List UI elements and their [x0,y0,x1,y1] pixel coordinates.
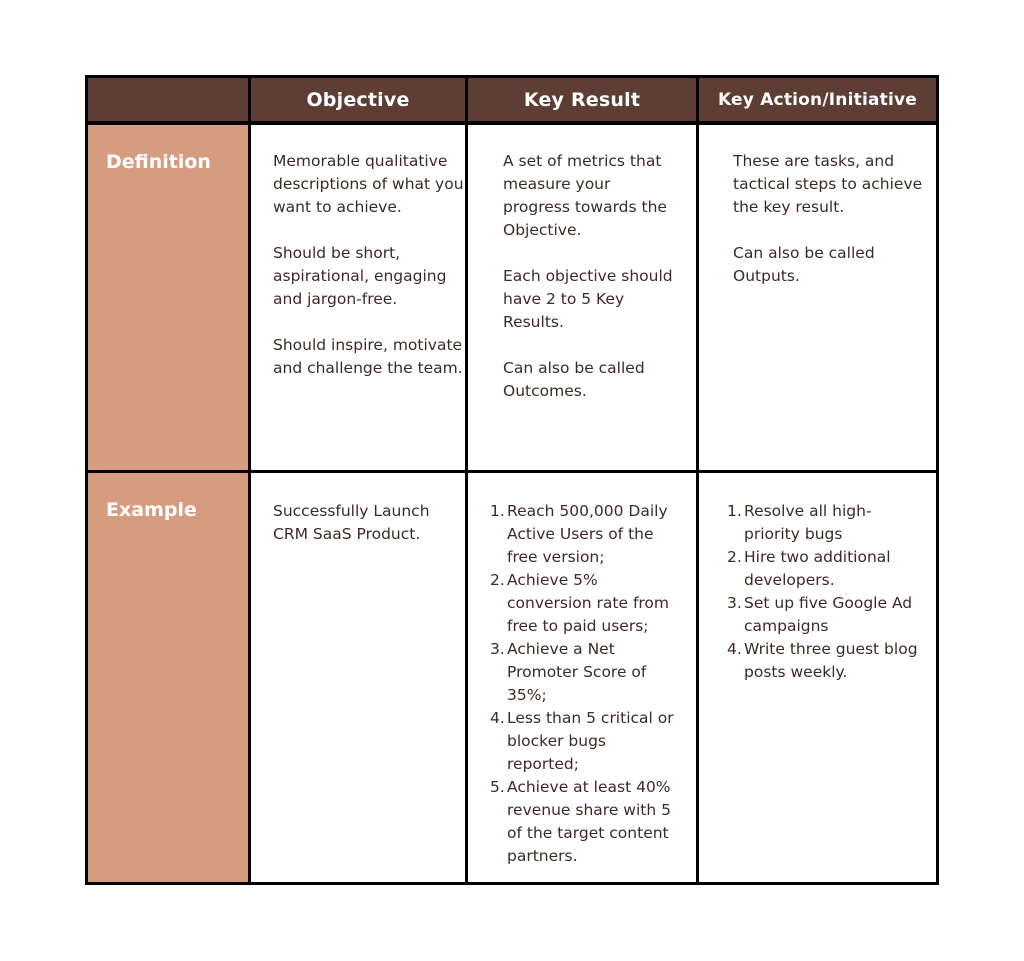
list-item-text: Achieve a Net Promoter Score of 35%; [507,640,647,704]
list-item [727,500,924,546]
definition-objective-text: Should be short, aspirational, engaging and jargon-free. [273,244,447,308]
list-item-text: Resolve all high-priority bugs [744,502,872,543]
definition-objective-cell [251,125,465,470]
example-key-action-cell [699,473,936,882]
definition-key-action-text: These are tasks, and tactical steps to achieve the key result. [733,152,923,216]
list-item-text: Less than 5 critical or blocker bugs reported; [507,709,674,773]
row-label-example: Example [88,473,248,882]
header-key-action: Key Action/Initiative [699,78,936,121]
list-number: 5. [490,778,505,796]
example-key-result-cell [468,473,696,882]
list-number: 2. [490,571,505,589]
okr-table [85,75,939,885]
example-objective-text: Successfully Launch CRM SaaS Product. [273,502,430,543]
definition-objective-text: Memorable qualitative descriptions of what you want to achieve. [273,152,464,216]
list-item-text: Achieve at least 40% revenue share with 5 of the target content partners. [507,778,671,865]
list-item-text: Reach 500,000 Daily Active Users of the free version; [507,502,668,566]
definition-objective-text: Should inspire, motivate and challenge the team. [273,336,463,377]
header-corner [88,78,248,121]
definition-key-result-text: A set of metrics that measure your progress towards the Objective. [503,152,667,239]
list-item [727,638,924,684]
definition-key-action-text: Can also be called Outputs. [733,244,875,285]
list-item-text: Set up five Google Ad campaigns [744,594,913,635]
row-label-definition: Definition [88,125,248,470]
list-number: 3. [490,640,505,658]
key-action-list [727,500,924,684]
list-item-text: Achieve 5% conversion rate from free to paid users; [507,571,670,635]
list-item [490,569,682,638]
key-result-list [490,500,682,868]
definition-key-result-text: Each objective should have 2 to 5 Key Results. [503,267,673,331]
list-item-text: Write three guest blog posts weekly. [744,640,918,681]
list-number: 3. [727,594,742,612]
header-key-result: Key Result [468,78,696,121]
definition-key-result-cell [468,125,696,470]
example-objective-cell [251,473,465,882]
list-number: 4. [727,640,742,658]
definition-key-result-text: Can also be called Outcomes. [503,359,645,400]
list-number: 1. [490,502,505,520]
list-item [727,546,924,592]
list-item [490,500,682,569]
list-item [727,592,924,638]
list-item [490,707,682,776]
header-objective: Objective [251,78,465,121]
list-item [490,638,682,707]
list-number: 2. [727,548,742,566]
list-number: 1. [727,502,742,520]
list-item-text: Hire two additional developers. [744,548,891,589]
list-number: 4. [490,709,505,727]
definition-key-action-cell [699,125,936,470]
list-item [490,776,682,868]
